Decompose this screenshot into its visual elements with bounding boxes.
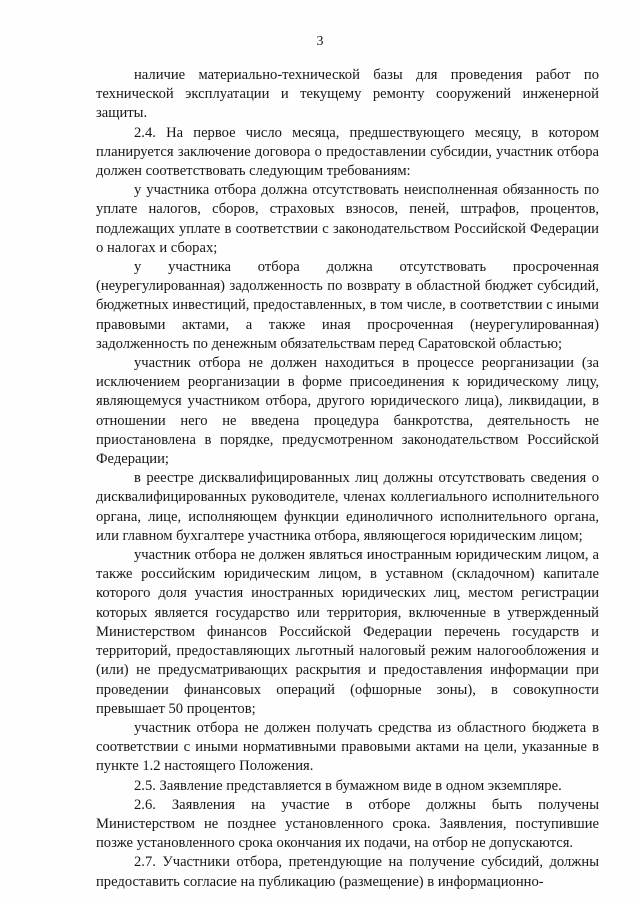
- paragraph-2-6: 2.6. Заявления на участие в отборе должны быть получены Министерством не позднее установленного срока. Заявления, поступившие позже установленного срока окончания их подачи, на отбор не допускаются.: [96, 796, 599, 852]
- paragraph-overdue-debt: у участника отбора должна отсутствовать просроченная (неурегулированная) задолженность по возврату в областной бюджет субсидий, бюджетных инвестиций, предоставленных, в том числе, в соответствии с иными правовыми актами, а также иная просроченная (неурегулированная) задолженность по денежным обязательствам перед Саратовской областью;: [96, 259, 599, 352]
- paragraph-2-7: 2.7. Участники отбора, претендующие на получение субсидий, должны предоставить согласие на публикацию (размещение) в информационно-: [96, 854, 599, 890]
- page-number: 3: [316, 34, 324, 49]
- paragraph-infrastructure: наличие материально-технической базы для проведения работ по технической эксплуатации и текущему ремонту сооружений инженерной защиты.: [96, 67, 599, 122]
- document-body: [96, 66, 599, 892]
- paragraph-foreign-entity: участник отбора не должен являться иностранным юридическим лицом, а также российским юридическим лицом, в уставном (складочном) капитале которого доля участия иностранных юридических лиц, местом регистрации которых является государство или территория, включенные в утвержденный Министерством финансов Российской Федерации перечень государств и территорий, предоставляющих льготный налоговый режим налогообложения и (или) не предусматривающих раскрытия и предоставления информации при проведении финансовых операций (офшорные зоны), в совокупности превышает 50 процентов;: [96, 547, 599, 717]
- paragraph-tax-obligations: у участника отбора должна отсутствовать неисполненная обязанность по уплате налогов, сборов, страховых взносов, пеней, штрафов, процентов, подлежащих уплате в соответствии с законодательством Российской Федерации о налогах и сборах;: [96, 182, 599, 256]
- paragraph-2-5: 2.5. Заявление представляется в бумажном виде в одном экземпляре.: [134, 777, 562, 794]
- paragraph-regional-budget: участник отбора не должен получать средства из областного бюджета в соответствии с иными нормативными правовыми актами на цели, указанные в пункте 1.2 настоящего Положения.: [96, 719, 599, 775]
- paragraph-reorganization: участник отбора не должен находиться в процессе реорганизации (за исключением реорганизации в форме присоединения к юридическому лицу, являющемуся участником отбора, другого юридического лица), ликвидации, в отношении него не введена процедура банкротства, деятельность не приостановлена в порядке, предусмотренном законодательством Российской Федерации;: [96, 355, 599, 468]
- paragraph-2-4: 2.4. На первое число месяца, предшествующего месяцу, в котором планируется заключение договора о предоставлении субсидии, участник отбора должен соответствовать следующим требованиям:: [96, 124, 599, 180]
- paragraph-disqualified-persons: в реестре дисквалифицированных лиц должны отсутствовать сведения о дисквалифицированных руководителе, членах коллегиального исполнительного органа, лице, исполняющем функции единоличного исполнительного органа, или главном бухгалтере участника отбора, являющегося юридическим лицом;: [96, 470, 599, 544]
